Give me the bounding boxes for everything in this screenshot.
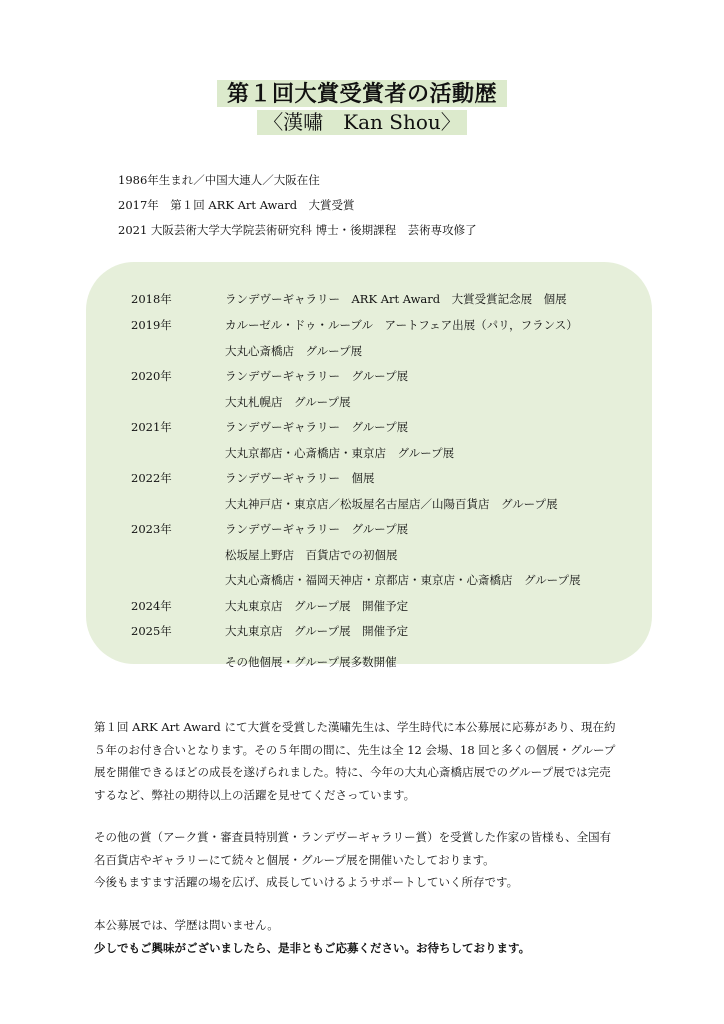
paragraph-line: その他の賞（アーク賞・審査員特別賞・ランデヴーギャラリー賞）を受賞した作家の皆様も、全国有 — [94, 830, 612, 844]
history-event: その他個展・グループ展多数開催 — [225, 655, 397, 669]
artist-name: 〈漢嘯 Kan Shou〉 — [257, 110, 467, 135]
history-year: 2020年 — [131, 369, 172, 383]
paragraph-line: するなど、弊社の期待以上の活躍を見せてくださっています。 — [94, 787, 416, 802]
history-row — [86, 441, 652, 466]
profile-line: 1986年生まれ／中国大連人／大阪在住 — [118, 173, 320, 187]
history-row — [86, 517, 652, 542]
history-row — [86, 492, 652, 517]
history-row — [86, 415, 652, 440]
history-event: 大丸神戸店・東京店／松坂屋名古屋店／山陽百貨店 グループ展 — [225, 497, 558, 511]
history-event: ランデヴーギャラリー 個展 — [225, 471, 375, 485]
history-event: ランデヴーギャラリー グループ展 — [225, 369, 409, 383]
activity-history-panel — [86, 262, 652, 669]
paragraph-line: 展を開催できるほどの成長を遂げられました。特に、今年の大丸心斎橋店展でのグループ展では完売 — [94, 765, 611, 779]
history-row — [86, 594, 652, 619]
history-event: 松坂屋上野店 百貨店での初個展 — [225, 548, 398, 562]
history-row — [86, 568, 652, 593]
body-paragraph — [94, 914, 634, 959]
history-row — [86, 287, 652, 312]
body-paragraph — [94, 716, 634, 806]
history-event: 大丸東京店 グループ展 開催予定 — [225, 624, 409, 638]
history-year: 2025年 — [131, 624, 172, 638]
history-year: 2019年 — [131, 318, 172, 332]
history-year: 2018年 — [131, 292, 172, 306]
page-title: 第１回大賞受賞者の活動歴 — [217, 80, 507, 107]
history-event: 大丸心斎橋店・福岡天神店・京都店・東京店・心斎橋店 グループ展 — [225, 573, 581, 587]
history-year: 2021年 — [131, 420, 172, 434]
history-row — [86, 364, 652, 389]
history-event: 大丸心斎橋店 グループ展 — [225, 344, 363, 358]
paragraph-line: ５年のお付き合いとなります。その５年間の間に、先生は全 12 会場、18 回と多くの個展・グループ — [94, 742, 616, 757]
profile-line: 2017年 第１回 ARK Art Award 大賞受賞 — [118, 198, 355, 212]
history-row — [86, 339, 652, 364]
history-row — [86, 313, 652, 338]
history-row — [86, 466, 652, 491]
paragraph-line: 名百貨店やギャラリーにて続々と個展・グループ展を開催いたしております。 — [94, 852, 495, 867]
history-event: 大丸札幌店 グループ展 — [225, 395, 351, 409]
history-event: ランデヴーギャラリー グループ展 — [225, 420, 409, 434]
history-year: 2022年 — [131, 471, 172, 485]
history-row — [86, 650, 652, 675]
body-paragraph — [94, 826, 634, 894]
history-event: ランデヴーギャラリー ARK Art Award 大賞受賞記念展 個展 — [225, 292, 567, 306]
history-event: カルーゼル・ドゥ・ルーブル アートフェア出展（パリ，フランス） — [225, 318, 578, 332]
profile-line: 2021 大阪芸術大学大学院芸術研究科 博士・後期課程 芸術専攻修了 — [118, 223, 477, 237]
history-row — [86, 390, 652, 415]
history-row — [86, 619, 652, 644]
closing-message: 少しでもご興味がございましたら、是非ともご応募ください。お待ちしております。 — [94, 940, 531, 955]
paragraph-line: 第１回 ARK Art Award にて大賞を受賞した漢嘯先生は、学生時代に本公募展に応募があり、現在約 — [94, 720, 616, 734]
history-event: 大丸京都店・心斎橋店・東京店 グループ展 — [225, 446, 455, 460]
history-event: 大丸東京店 グループ展 開催予定 — [225, 599, 409, 613]
paragraph-line: 今後もますます活躍の場を広げ、成長していけるようサポートしていく所存です。 — [94, 875, 519, 889]
history-year: 2023年 — [131, 522, 172, 536]
title-block — [0, 80, 724, 135]
history-year: 2024年 — [131, 599, 172, 613]
artist-profile — [118, 168, 477, 243]
paragraph-line: 本公募展では、学歴は問いません。 — [94, 918, 279, 932]
history-event: ランデヴーギャラリー グループ展 — [225, 522, 409, 536]
history-row — [86, 543, 652, 568]
